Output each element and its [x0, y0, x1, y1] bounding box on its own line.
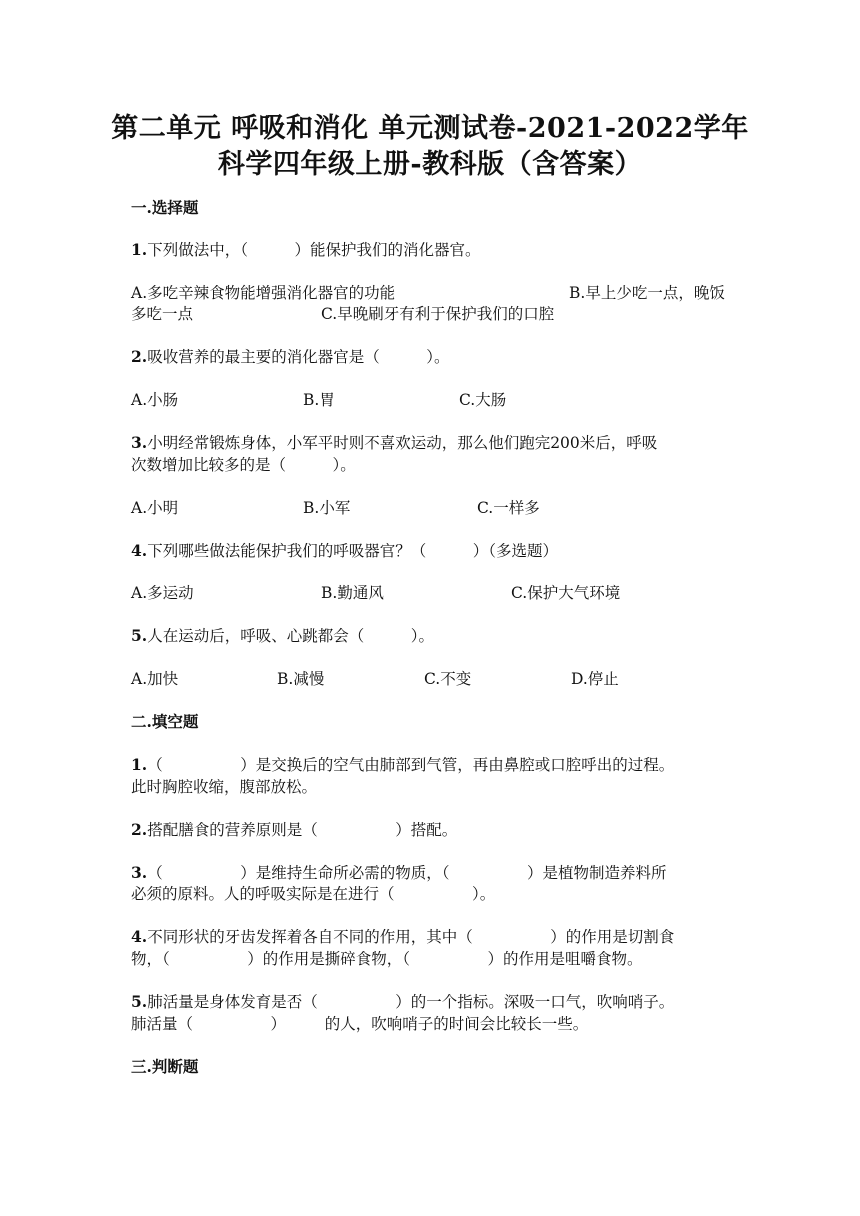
q4-option-b: B.勤通风: [321, 584, 384, 602]
fill-5-line2: 肺活量（ ） 的人，吹响哨子的时间会比较长一些。: [131, 1015, 589, 1033]
question-text: 人在运动后，呼吸、心跳都会（ ）。: [147, 627, 434, 645]
q4-option-c: C.保护大气环境: [511, 584, 621, 602]
question-text: 不同形状的牙齿发挥着各自不同的作用，其中（ ）的作用是切割食: [147, 928, 675, 946]
question-text: 搭配膳食的营养原则是（ ）搭配。: [147, 821, 458, 839]
q5-option-c: C.不变: [424, 670, 472, 688]
question-number: 4.: [131, 541, 148, 560]
question-number: 5.: [131, 992, 148, 1011]
q1-option-c: C.早晚刷牙有利于保护我们的口腔: [321, 305, 555, 323]
section-heading-true-false: 三.判断题: [131, 1057, 199, 1076]
fill-1-line1: [131, 753, 674, 775]
q2-option-c: C.大肠: [459, 391, 507, 409]
section-heading-fill-in: 二.填空题: [131, 712, 199, 731]
question-number: 2.: [131, 347, 148, 366]
page-title-line2: 科学四年级上册-教科版（含答案）: [217, 149, 643, 180]
question-number: 2.: [131, 820, 148, 839]
question-text: （ ）是交换后的空气由肺部到气管，再由鼻腔或口腔呼出的过程。: [147, 756, 675, 774]
q2-option-b: B.胃: [303, 391, 335, 409]
fill-3-line2: 必须的原料。人的呼吸实际是在进行（ ）。: [131, 885, 496, 903]
question-number: 5.: [131, 626, 148, 645]
question-number: 4.: [131, 927, 148, 946]
question-text: （ ）是维持生命所必需的物质，（ ）是植物制造养料所: [147, 864, 667, 882]
fill-3-line1: [131, 861, 666, 883]
question-text: 下列做法中，（ ）能保护我们的消化器官。: [147, 241, 481, 259]
question-number: 3.: [131, 863, 148, 882]
fill-4-line2: 物，（ ）的作用是撕碎食物，（ ）的作用是咀嚼食物。: [131, 950, 643, 968]
q5-option-b: B.减慢: [277, 670, 325, 688]
question-3-stem-line1: [131, 431, 657, 453]
q5-option-a: A.加快: [131, 670, 179, 688]
q3-option-b: B.小军: [303, 499, 351, 517]
question-1-stem: [131, 238, 480, 260]
page-title-line1: 第二单元 呼吸和消化 单元测试卷-2021-2022学年: [111, 113, 749, 144]
fill-5-line1: [131, 990, 674, 1012]
question-number: 3.: [131, 433, 148, 452]
q3-option-c: C.一样多: [477, 499, 540, 517]
section-heading-choice: 一.选择题: [131, 198, 199, 217]
fill-2-line1: [131, 818, 457, 840]
q1-option-a: A.多吃辛辣食物能增强消化器官的功能: [131, 284, 396, 302]
question-text: 吸收营养的最主要的消化器官是（ ）。: [147, 348, 450, 366]
question-4-stem: [131, 539, 558, 561]
question-number: 1.: [131, 755, 148, 774]
q4-option-a: A.多运动: [131, 584, 194, 602]
question-3-stem-line2: 次数增加比较多的是（ ）。: [131, 456, 356, 474]
question-5-stem: [131, 624, 434, 646]
q1-option-b-line2: 多吃一点: [131, 305, 194, 323]
q3-option-a: A.小明: [131, 499, 179, 517]
question-text: 小明经常锻炼身体，小军平时则不喜欢运动，那么他们跑完200米后，呼吸: [147, 434, 658, 452]
question-text: 肺活量是身体发育是否（ ）的一个指标。深吸一口气，吹响哨子。: [147, 993, 675, 1011]
q5-option-d: D.停止: [571, 670, 619, 688]
question-number: 1.: [131, 240, 148, 259]
question-text: 下列哪些做法能保护我们的呼吸器官？（ ）（多选题）: [147, 542, 558, 560]
fill-1-line2: 此时胸腔收缩，腹部放松。: [131, 778, 318, 796]
fill-4-line1: [131, 925, 674, 947]
question-2-stem: [131, 345, 449, 367]
q2-option-a: A.小肠: [131, 391, 179, 409]
q1-option-b-line1: B.早上少吃一点，晚饭: [569, 284, 725, 302]
